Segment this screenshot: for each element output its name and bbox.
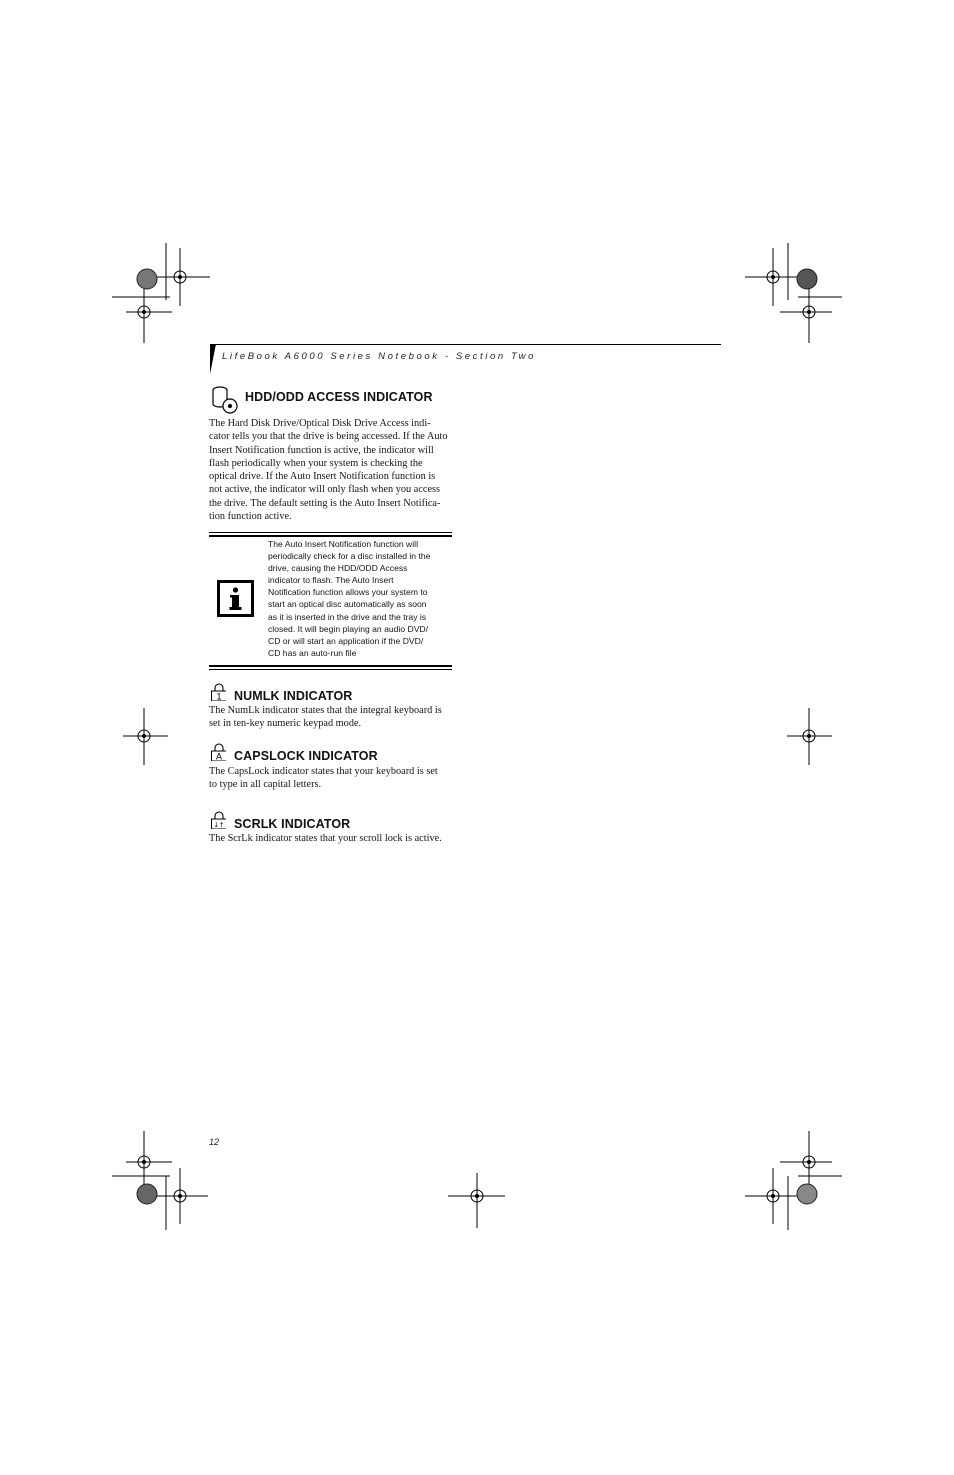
body-line: to type in all capital letters. bbox=[209, 779, 322, 791]
note-body bbox=[268, 538, 453, 659]
info-icon bbox=[217, 580, 254, 617]
note-line: closed. It will begin playing an audio DVD/ bbox=[268, 623, 429, 634]
registration-mark-top-left bbox=[100, 240, 230, 350]
body-line: The CapsLock indicator states that your keyboard is set bbox=[209, 766, 438, 777]
hdd-odd-body bbox=[209, 417, 455, 523]
registration-mark-bottom-center bbox=[445, 1170, 510, 1232]
numlock-icon bbox=[211, 683, 226, 701]
scrlk-heading: SCRLK INDICATOR bbox=[234, 817, 351, 831]
note-line: The Auto Insert Notification function will bbox=[268, 539, 418, 549]
registration-mark-top-right bbox=[740, 240, 850, 350]
note-line: as it is inserted in the drive and the tray is bbox=[268, 611, 427, 622]
note-line: indicator to flash. The Auto Insert bbox=[268, 575, 394, 586]
body-line: not active, the indicator will only flash when you access bbox=[209, 484, 441, 496]
running-head: LifeBook A6000 Series Notebook - Section Two bbox=[222, 351, 537, 362]
body-line: optical drive. If the Auto Insert Notification function is bbox=[209, 471, 436, 483]
body-line: tion function active. bbox=[209, 511, 292, 523]
body-line: Insert Notification function is active, the indicator will bbox=[209, 444, 434, 456]
capslock-glyph: A bbox=[215, 751, 223, 761]
note-bottom-rule-thick bbox=[209, 665, 452, 667]
body-line: flash periodically when your system is checking the bbox=[209, 457, 423, 469]
note-bottom-rule bbox=[209, 669, 452, 670]
note-line: Notification function allows your system to bbox=[268, 587, 428, 598]
note-line: CD has an auto-run file bbox=[268, 647, 357, 658]
body-line: The NumLk indicator states that the integral keyboard is bbox=[209, 705, 442, 716]
hdd-odd-icon bbox=[210, 385, 240, 415]
note-line: periodically check for a disc installed in the bbox=[268, 551, 431, 562]
capslock-heading: CAPSLOCK INDICATOR bbox=[234, 749, 378, 763]
registration-mark-mid-left bbox=[120, 705, 170, 770]
body-line: The Hard Disk Drive/Optical Disk Drive Access indi- bbox=[209, 418, 431, 429]
numlk-body bbox=[209, 704, 455, 731]
scrolllock-icon bbox=[211, 811, 226, 829]
scrlk-body bbox=[209, 832, 455, 845]
note-line: CD or will start an application if the DVD/ bbox=[268, 635, 424, 646]
header-tab bbox=[210, 344, 216, 374]
header-rule bbox=[210, 344, 721, 345]
note-line: drive, causing the HDD/ODD Access bbox=[268, 563, 408, 574]
hdd-odd-heading: HDD/ODD ACCESS INDICATOR bbox=[245, 390, 433, 404]
body-line: the drive. The default setting is the Auto Insert Notifica- bbox=[209, 497, 441, 509]
registration-mark-bottom-left bbox=[100, 1128, 220, 1233]
note-line: start an optical disc automatically as soon bbox=[268, 599, 427, 610]
numlock-glyph: 1 bbox=[216, 691, 222, 701]
body-line: set in ten-key numeric keypad mode. bbox=[209, 718, 362, 730]
scrolllock-glyph: ↓↑ bbox=[213, 821, 225, 829]
body-line: The ScrLk indicator states that your scroll lock is active. bbox=[209, 833, 442, 844]
registration-mark-mid-right bbox=[785, 705, 835, 770]
capslock-icon bbox=[211, 743, 226, 761]
numlk-heading: NUMLK INDICATOR bbox=[234, 689, 353, 703]
registration-mark-bottom-right bbox=[740, 1128, 850, 1233]
note-top-rule-thick bbox=[209, 535, 452, 537]
capslock-body bbox=[209, 765, 455, 792]
page-number: 12 bbox=[209, 1137, 220, 1147]
note-top-rule bbox=[209, 532, 452, 533]
body-line: cator tells you that the drive is being accessed. If the Auto bbox=[209, 431, 448, 443]
